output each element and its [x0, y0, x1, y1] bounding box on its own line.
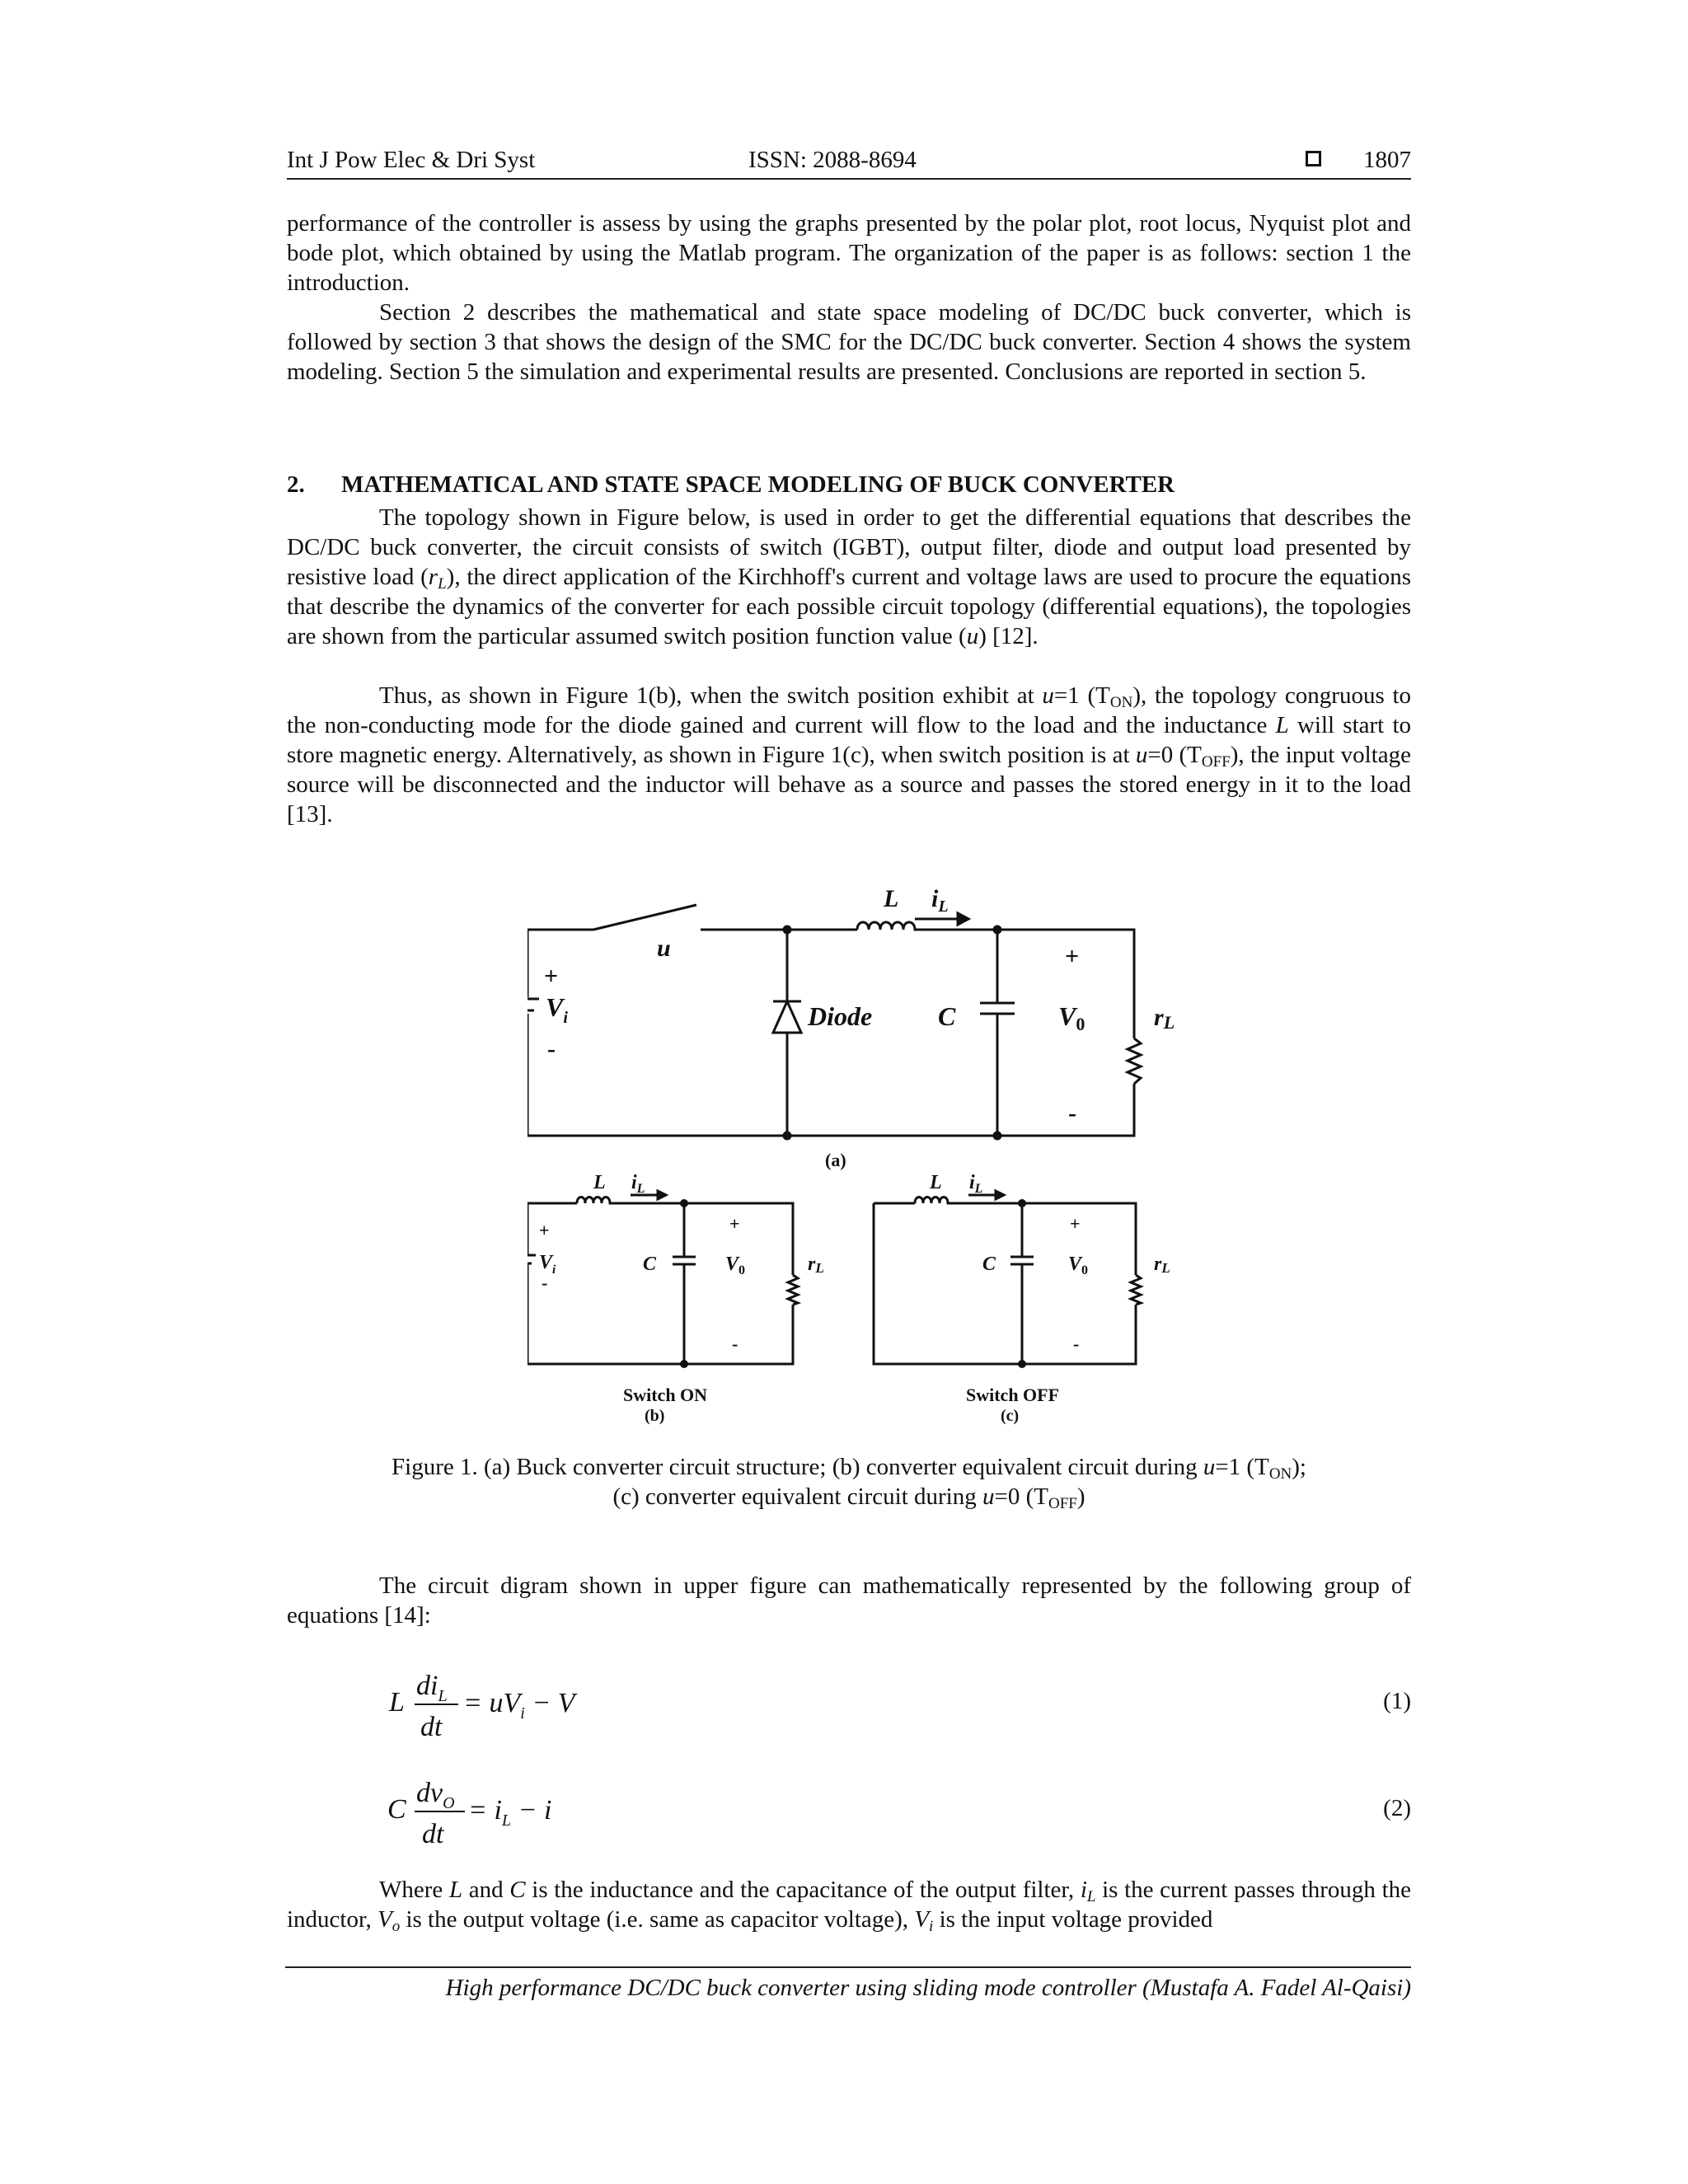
running-footer	[285, 1966, 1411, 2001]
label-C-b: C	[643, 1254, 657, 1275]
figure-caption: Figure 1. (a) Buck converter circuit structure; (b) converter equivalent circuit during u=1 $(T_{ON})$; (c) converter equivalent circuit during u=0 $(T_{OFF})$	[392, 1454, 1306, 1512]
checkbox-square-icon	[1306, 151, 1321, 166]
journal-name: Int J Pow Elec & Dri Syst	[287, 147, 536, 173]
circuit-c	[874, 1191, 1141, 1367]
equation-1	[379, 1657, 1411, 1747]
label-rL-c: rL	[1154, 1254, 1170, 1276]
label-C-c: C	[982, 1254, 996, 1275]
paragraph-equations-intro: The circuit digram shown in upper figure can mathematically represented by the following group of equations [14]:	[287, 1572, 1411, 1629]
paragraph-topology: The topology shown in Figure below, is used in order to get the differential equations that describes the DC/DC buck converter, the circuit consists of switch (IGBT), output filter, diode and output load presented by resistive load $(r_L)$, the direct application of the Kirchhoff's current and voltage laws are used to procure the equations that describe the dynamics of the converter for each possible circuit topology (differential equations), the topologies are shown from the particular assumed switch position function value (u) [12].	[287, 504, 1411, 649]
svg-text:L: L	[389, 1687, 405, 1718]
svg-text:= iL − i: = $i_L - i$	[468, 1795, 552, 1830]
label-iL-a: $i_L$	[931, 885, 949, 916]
buck-converter-circuit-diagram	[528, 874, 1187, 1434]
switch-u	[593, 905, 696, 930]
label-minus-out-a: -	[1068, 1099, 1076, 1127]
svg-text:dt: dt	[420, 1712, 443, 1742]
label-minus-in-a: -	[547, 1035, 556, 1062]
label-Vo-a: V0	[1058, 1001, 1085, 1034]
svg-text:diL: $di_L$	[416, 1671, 448, 1705]
label-C-a: C	[938, 1001, 956, 1031]
tag-a: (a)	[825, 1150, 846, 1170]
inductor-c	[915, 1197, 958, 1204]
label-plus-in-b: +	[539, 1220, 550, 1240]
resistor-a	[1128, 1038, 1141, 1084]
section-title: MATHEMATICAL AND STATE SPACE MODELING OF BUCK CONVERTER	[341, 471, 1175, 498]
label-rL-a: rL	[1154, 1004, 1175, 1033]
section-number: 2.	[287, 471, 305, 498]
label-diode: Diode	[808, 1001, 873, 1031]
circuit-b	[528, 1191, 798, 1367]
label-Vo-c: $V_0$	[1068, 1254, 1089, 1277]
equation-1-formula	[379, 1657, 626, 1747]
label-plus-out-b: +	[729, 1213, 740, 1234]
svg-text:C: C	[387, 1794, 406, 1825]
label-iL-c: $i_L$	[969, 1172, 983, 1196]
label-Vi-a: $V_i$	[546, 992, 568, 1027]
section-heading	[287, 471, 1175, 499]
label-Vi-b: $V_i$	[539, 1252, 556, 1277]
label-L-c: L	[930, 1172, 942, 1193]
footer-title-author: High performance DC/DC buck converter using sliding mode controller (Mustafa A. Fadel Al-Qaisi)	[445, 1975, 1411, 2001]
resistor-c	[1131, 1275, 1141, 1305]
figure-1	[528, 874, 1187, 1434]
label-switch-on: Switch ON	[623, 1385, 708, 1405]
label-L-b: L	[593, 1172, 606, 1193]
label-minus-out-b: -	[732, 1333, 738, 1354]
equation-1-number: (1)	[1383, 1688, 1411, 1714]
label-minus-in-b: -	[542, 1272, 548, 1293]
label-switch-off: Switch OFF	[966, 1385, 1060, 1405]
label-u: u	[657, 935, 671, 962]
label-iL-b: $i_L$	[631, 1172, 645, 1196]
paragraph-intro-continued: performance of the controller is assess by using the graphs presented by the polar plot, root locus, Nyquist plot and bode plot, which obtained by using the Matlab program. The organization of the paper is as follows: section 1 the introduction.	[287, 210, 1411, 296]
svg-text:dvO: $dv_O$	[416, 1778, 455, 1812]
svg-text:= uVi − V: = $uV_i - V$	[463, 1688, 575, 1722]
label-plus-in-a: +	[544, 963, 559, 990]
label-plus-out-c: +	[1070, 1213, 1081, 1234]
equation-2-formula	[379, 1764, 626, 1854]
label-minus-out-c: -	[1073, 1333, 1080, 1354]
label-plus-out-a: +	[1065, 943, 1080, 970]
svg-text:dt: dt	[422, 1819, 444, 1849]
paragraph-switch-modes: Thus, as shown in Figure 1(b), when the switch position exhibit at u=1 $(T_{ON})$, the topology congruous to the non-conducting mode for the diode gained and current will flow to the load and the inductance L will start to store magnetic energy. Alternatively, as shown in Figure 1(c), when switch position is at u=0 $(T_{OFF})$, the input voltage source will be disconnected and the inductor will behave as a source and passes the stored energy in it to the load [13].	[287, 682, 1412, 827]
equation-2-number: (2)	[1383, 1795, 1411, 1821]
running-header	[287, 145, 1411, 180]
inductor-a	[857, 922, 927, 930]
paragraph-organization: Section 2 describes the mathematical and state space modeling of DC/DC buck converter, which is followed by section 3 that shows the design of the SMC for the DC/DC buck converter. Section 4 shows the system modeling. Section 5 the simulation and experimental results are presented. Conclusions are reported in section 5.	[287, 299, 1411, 385]
paragraph-variables: Where L and C is the inductance and the capacitance of the output filter, $i_L$ is the current passes through the inductor, $V_o$ is the output voltage (i.e. same as capacitor voltage), $V_i$ is the input voltage provided	[287, 1877, 1411, 1935]
equation-2	[379, 1764, 1411, 1854]
tag-c: (c)	[1001, 1407, 1020, 1425]
page-number: 1807	[1363, 147, 1411, 173]
label-rL-b: rL	[808, 1254, 824, 1276]
label-L-a: L	[884, 885, 899, 912]
label-Vo-b: $V_0$	[725, 1254, 746, 1277]
inductor-b	[577, 1197, 620, 1204]
resistor-b	[788, 1275, 798, 1305]
tag-b: (b)	[645, 1407, 665, 1425]
issn: ISSN: 2088-8694	[748, 147, 917, 173]
